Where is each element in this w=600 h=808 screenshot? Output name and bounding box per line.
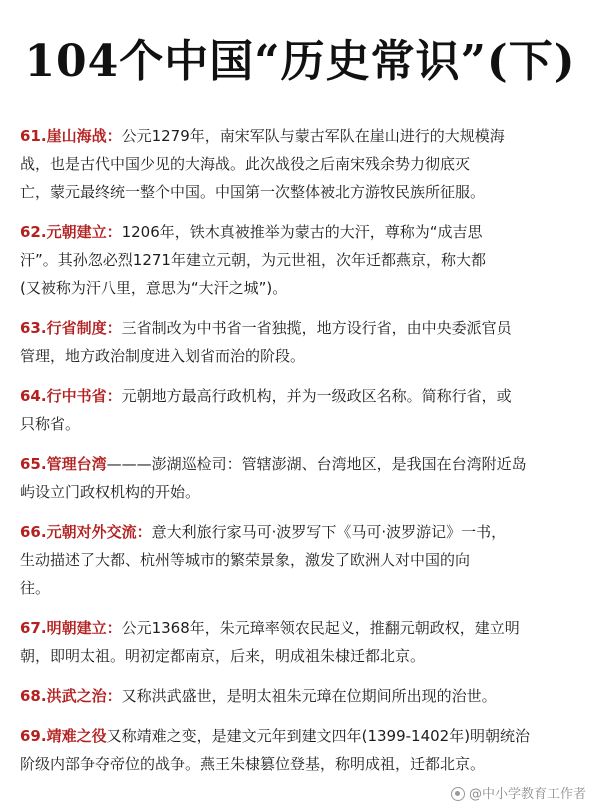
entry-list bbox=[20, 122, 586, 790]
entry-line bbox=[20, 518, 586, 546]
list-item bbox=[20, 122, 586, 206]
entry-line: 屿设立门政权机构的开始。 bbox=[20, 483, 201, 501]
entry-number: 66. bbox=[20, 523, 47, 541]
entry-line: 管理，地方政治制度进入划省而治的阶段。 bbox=[20, 347, 306, 365]
entry-line: 阶级内部争夺帝位的战争。燕王朱棣篡位登基，称明成祖，迁都北京。 bbox=[20, 755, 486, 773]
entry-line: (又被称为汗八里，意思为“大汗之城”)。 bbox=[20, 279, 288, 297]
watermark-text: @中小学教育工作者 bbox=[468, 787, 586, 802]
entry-text: 公元1368年，朱元璋率领农民起义，推翻元朝政权，建立明 bbox=[121, 619, 520, 637]
entry-line: 往。 bbox=[20, 579, 51, 597]
entry-line bbox=[20, 614, 586, 642]
entry-text: 元朝地方最高行政机构，并为一级政区名称。简称行省，或 bbox=[121, 387, 512, 405]
entry-term: 靖难之役 bbox=[46, 727, 107, 745]
entry-line bbox=[20, 722, 586, 750]
entry-term: 管理台湾 bbox=[46, 455, 107, 473]
entry-number: 63. bbox=[20, 319, 47, 337]
entry-term: 元朝对外交流： bbox=[46, 523, 152, 541]
entry-text: 三省制改为中书省一省独揽，地方设行省，由中央委派官员 bbox=[121, 319, 512, 337]
watermark bbox=[451, 786, 586, 804]
entry-text: 又称洪武盛世，是明太祖朱元璋在位期间所出现的治世。 bbox=[121, 687, 497, 705]
entry-term: 行省制度： bbox=[46, 319, 122, 337]
entry-term: 行中书省： bbox=[46, 387, 122, 405]
entry-line: 汗”。其孙忽必烈1271年建立元朝，为元世祖，次年迁都燕京，称大都 bbox=[20, 251, 486, 269]
entry-number: 64. bbox=[20, 387, 47, 405]
list-item bbox=[20, 722, 586, 778]
entry-text: ———澎湖巡检司：管辖澎湖、台湾地区，是我国在台湾附近岛 bbox=[106, 455, 527, 473]
entry-line bbox=[20, 218, 586, 246]
entry-number: 68. bbox=[20, 687, 47, 705]
entry-term: 洪武之治： bbox=[46, 687, 122, 705]
entry-text: 公元1279年，南宋军队与蒙古军队在崖山进行的大规模海 bbox=[121, 127, 505, 145]
list-item bbox=[20, 614, 586, 670]
entry-text: 意大利旅行家马可·波罗写下《马可·波罗游记》一书， bbox=[151, 523, 507, 541]
page-title: 104个中国“历史常识”(下) bbox=[24, 36, 576, 87]
list-item bbox=[20, 314, 586, 370]
entry-term: 崖山海战： bbox=[46, 127, 122, 145]
entry-text: 又称靖难之变，是建文元年到建文四年(1399-1402年)明朝统治 bbox=[106, 727, 531, 745]
entry-line bbox=[20, 450, 586, 478]
entry-line bbox=[20, 682, 586, 710]
entry-line: 朝，即明太祖。明初定都南京，后来，明成祖朱棣迁都北京。 bbox=[20, 647, 426, 665]
entry-line: 生动描述了大都、杭州等城市的繁荣景象，激发了欧洲人对中国的向 bbox=[20, 551, 471, 569]
entry-number: 61. bbox=[20, 127, 47, 145]
entry-line bbox=[20, 314, 586, 342]
list-item bbox=[20, 382, 586, 438]
entry-number: 67. bbox=[20, 619, 47, 637]
entry-line bbox=[20, 122, 586, 150]
entry-term: 明朝建立： bbox=[46, 619, 122, 637]
list-item bbox=[20, 450, 586, 506]
entry-number: 62. bbox=[20, 223, 47, 241]
entry-term: 元朝建立： bbox=[46, 223, 122, 241]
entry-line: 只称省。 bbox=[20, 415, 81, 433]
list-item bbox=[20, 218, 586, 302]
entry-line bbox=[20, 382, 586, 410]
entry-line: 战，也是古代中国少见的大海战。此次战役之后南宋残余势力彻底灭 bbox=[20, 155, 471, 173]
list-item bbox=[20, 682, 586, 710]
watermark-logo-icon bbox=[451, 787, 465, 801]
list-item bbox=[20, 518, 586, 602]
entry-line: 亡，蒙元最终统一整个中国。中国第一次整体被北方游牧民族所征服。 bbox=[20, 183, 486, 201]
entry-text: 1206年，铁木真被推举为蒙古的大汗，尊称为“成吉思 bbox=[121, 223, 483, 241]
entry-number: 65. bbox=[20, 455, 47, 473]
entry-number: 69. bbox=[20, 727, 47, 745]
